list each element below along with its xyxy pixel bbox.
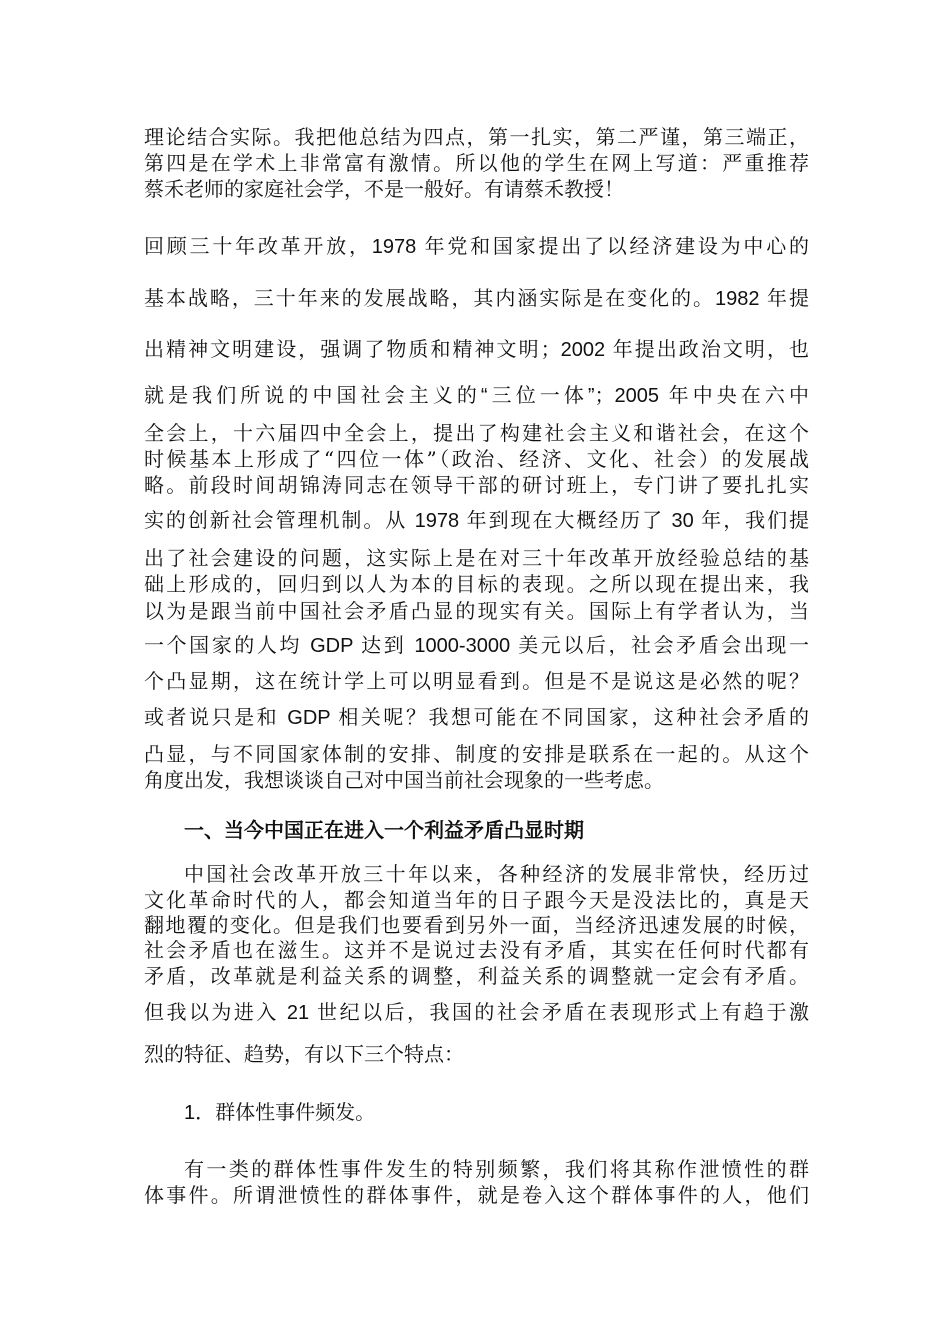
body-line-6: 时候基本上形成了“四位一体”（政治、经济、文化、社会）的发展战: [144, 447, 809, 471]
section-line-1: 中国社会改革开放三十年以来，各种经济的发展非常快，经历过: [184, 862, 809, 886]
section-line-5: 矛盾，改革就是利益关系的调整，利益关系的调整就一定会有矛盾。: [144, 964, 809, 988]
body-line-14: 或者说只是和 GDP 相关呢？我想可能在不同国家，这种社会矛盾的: [144, 707, 809, 729]
intro-line-1: 理论结合实际。我把他总结为四点，第一扎实，第二严谨，第三端正，: [144, 125, 809, 149]
section-line-4: 社会矛盾也在滋生。这并不是说过去没有矛盾，其实在任何时代都有: [144, 938, 809, 962]
body-line-11: 以为是跟当前中国社会矛盾凸显的现实有关。国际上有学者认为，当: [144, 599, 809, 623]
body-line-8: 实的创新社会管理机制。从 1978 年到现在大概经历了 30 年，我们提: [144, 510, 809, 532]
body-line-9: 出了社会建设的问题，这实际上是在对三十年改革开放经验总结的基: [144, 546, 809, 570]
section-heading: 一、当今中国正在进入一个利益矛盾凸显时期: [184, 818, 584, 842]
section-line-3: 翻地覆的变化。但是我们也要看到另外一面，当经济迅速发展的时候，: [144, 913, 809, 937]
intro-line-2: 第四是在学术上非常富有激情。所以他的学生在网上写道：严重推荐: [144, 151, 809, 175]
body-line-10: 础上形成的，回归到以人为本的目标的表现。之所以现在提出来，我: [144, 572, 809, 596]
body-line-3: 出精神文明建设，强调了物质和精神文明；2002 年提出政治文明，也: [144, 339, 809, 361]
body-line-2: 基本战略，三十年来的发展战略，其内涵实际是在变化的。1982 年提: [144, 288, 809, 310]
intro-line-3: 蔡禾老师的家庭社会学，不是一般好。有请蔡禾教授！: [144, 177, 624, 201]
body-line-12: 一个国家的人均 GDP 达到 1000-3000 美元以后，社会矛盾会出现一: [144, 635, 809, 657]
final-line-1: 有一类的群体性事件发生的特别频繁，我们将其称作泄愤性的群: [184, 1157, 809, 1181]
section-line-7: 烈的特征、趋势，有以下三个特点：: [144, 1044, 464, 1066]
subheading: 1．群体性事件频发。: [184, 1102, 376, 1124]
body-line-5: 全会上，十六届四中全会上，提出了构建社会主义和谐社会，在这个: [144, 421, 809, 445]
final-line-2: 体事件。所谓泄愤性的群体事件，就是卷入这个群体事件的人，他们: [144, 1183, 809, 1207]
body-line-16: 角度出发，我想谈谈自己对中国当前社会现象的一些考虑。: [144, 768, 664, 792]
section-line-2: 文化革命时代的人，都会知道当年的日子跟今天是没法比的，真是天: [144, 888, 809, 912]
body-line-4: 就是我们所说的中国社会主义的“三位一体”；2005 年中央在六中: [144, 385, 809, 407]
section-line-6: 但我以为进入 21 世纪以后，我国的社会矛盾在表现形式上有趋于激: [144, 1002, 809, 1024]
body-line-7: 略。前段时间胡锦涛同志在领导干部的研讨班上，专门讲了要扎扎实: [144, 473, 809, 497]
body-line-1: 回顾三十年改革开放，1978 年党和国家提出了以经济建设为中心的: [144, 236, 809, 258]
body-line-15: 凸显，与不同国家体制的安排、制度的安排是联系在一起的。从这个: [144, 742, 809, 766]
body-line-13: 个凸显期，这在统计学上可以明显看到。但是不是说这是必然的呢？: [144, 671, 809, 693]
